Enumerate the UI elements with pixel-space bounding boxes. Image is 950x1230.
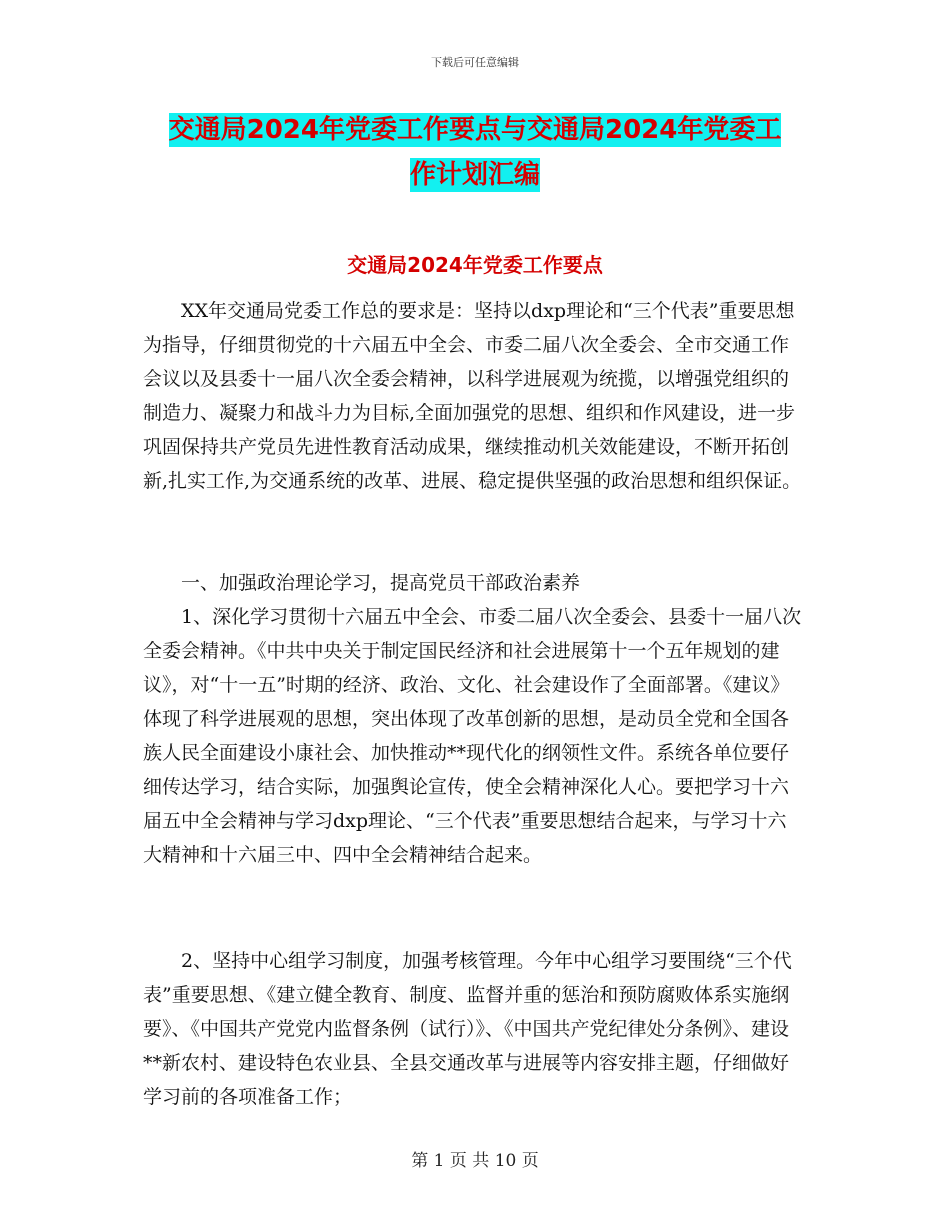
heading-part-one: 一、加强政治理论学习，提高党员干部政治素养 bbox=[181, 572, 581, 594]
document-title-line-1: 交通局2024年党委工作要点与交通局2024年党委工 bbox=[168, 115, 782, 145]
section-title: 交通局2024年党委工作要点 bbox=[347, 253, 603, 277]
header-note: 下载后可任意编辑 bbox=[431, 56, 519, 69]
paragraph-item-2: 2、坚持中心组学习制度，加强考核管理。今年中心组学习要围绕“三个代表”重要思想、《建立健全教育、制度、监督并重的惩治和预防腐败体系实施纲要》、《中国共产党党内监督条例（试行）》、《中国共产党纪律处分条例》、建设**新农村、建设特色农业县、全县交通改革与进展等内容安排主题，仔细做好学习前的各项准备工作； bbox=[143, 950, 792, 1108]
page-footer: 第 1 页 共 10 页 bbox=[411, 1151, 539, 1171]
document-title-line-2: 作计划汇编 bbox=[409, 160, 540, 190]
paragraph-intro: XX年交通局党委工作总的要求是：坚持以dxp理论和“三个代表”重要思想为指导，仔细贯彻党的十六届五中全会、市委二届八次全委会、全市交通工作会议以及县委十一届八次全委会精神，以科学进展观为统揽，以增强党组织的制造力、凝聚力和战斗力为目标,全面加强党的思想、组织和作风建设，进一步巩固保持共产党员先进性教育活动成果，继续推动机关效能建设，不断开拓创新,扎实工作,为交通系统的改革、进展、稳定提供坚强的政治思想和组织保证。 bbox=[143, 300, 802, 492]
paragraph-item-1: 1、深化学习贯彻十六届五中全会、市委二届八次全委会、县委十一届八次全委会精神。《中共中央关于制定国民经济和社会进展第十一个五年规划的建议》，对“十一五”时期的经济、政治、文化、社会建设作了全面部署。《建议》体现了科学进展观的思想，突出体现了改革创新的思想，是动员全党和全国各族人民全面建设小康社会、加快推动**现代化的纲领性文件。系统各单位要仔细传达学习，结合实际，加强舆论宣传，使全会精神深化人心。要把学习十六届五中全会精神与学习dxp理论、“三个代表”重要思想结合起来，与学习十六大精神和十六届三中、四中全会精神结合起来。 bbox=[143, 606, 802, 866]
